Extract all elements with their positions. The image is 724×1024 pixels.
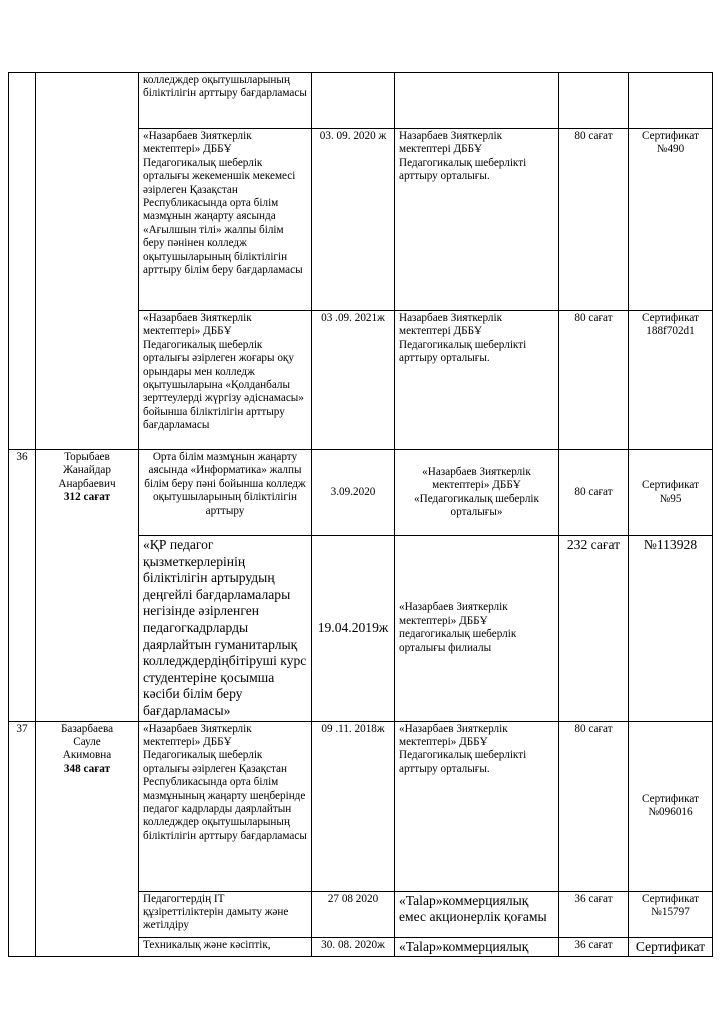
date-cell: 19.04.2019ж <box>312 536 395 722</box>
certificate-cell: Сертификат №490 <box>629 129 713 311</box>
courses-table <box>8 72 713 957</box>
row-number-cell: 36 <box>9 450 36 722</box>
program-cell: Техникалық және кәсіптік, <box>139 937 312 957</box>
organization-cell: Назарбаев Зияткерлік мектептері ДББҰ Педагогикалық шеберлікті арттыру орталығы. <box>395 311 559 450</box>
teacher-patronymic: Акимовна <box>62 749 112 762</box>
hours-cell: 36 сағат <box>559 891 629 937</box>
organization-cell: Назарбаев Зияткерлік мектептері ДББҰ Педагогикалық шеберлікті арттыру орталығы. <box>395 129 559 311</box>
row-number-cell: 37 <box>9 721 36 957</box>
organization-cell: «Назарбаев Зияткерлік мектептері» ДББҰ «Педагогикалық шеберлік орталығы» <box>395 450 559 536</box>
table-row <box>9 450 713 536</box>
certificate-cell <box>629 73 713 129</box>
hours-cell: 80 сағат <box>559 721 629 891</box>
certificate-cell: Сертификат №096016 <box>629 721 713 891</box>
hours-cell: 80 сағат <box>559 311 629 450</box>
hours-cell: 232 сағат <box>559 536 629 722</box>
organization-cell: «Talap»коммерциялық <box>395 937 559 957</box>
teacher-total-hours: 312 сағат <box>63 491 111 504</box>
certificate-cell: Сертификат <box>629 937 713 957</box>
teacher-surname: Базарбаева <box>60 722 114 735</box>
date-cell: 30. 08. 2020ж <box>312 937 395 957</box>
date-cell: 27 08 2020 <box>312 891 395 937</box>
program-cell: Орта білім мазмұнын жаңарту аясында «Информатика» жалпы білім беру пәні бойынша колледж оқытушыларының біліктілігін арттыру <box>139 450 312 536</box>
organization-cell: «Talap»коммерциялық емес акционерлік қоғамы <box>395 891 559 937</box>
teacher-patronymic: Анарбаевич <box>58 477 116 490</box>
date-cell: 03. 09. 2020 ж <box>312 129 395 311</box>
teacher-surname: Торыбаев <box>64 451 110 463</box>
teacher-first-name: Сауле <box>73 735 101 748</box>
program-cell: «Назарбаев Зияткерлік мектептері» ДББҰ Педагогикалық шеберлік орталығы жекеменшік мекемесі әзірлеген Қазақстан Республикасында орта білім мазмұнын жаңарту аясында «Ағылшын тілі» жалпы білім беру пәнінен колледж оқытушыларының біліктілігін арттыру білім беру бағдарламасы <box>139 129 312 311</box>
date-cell: 03 .09. 2021ж <box>312 311 395 450</box>
date-cell <box>312 73 395 129</box>
certificate-cell: Сертификат №95 <box>629 450 713 536</box>
certificate-cell: №113928 <box>629 536 713 722</box>
hours-cell: 36 сағат <box>559 937 629 957</box>
hours-cell <box>559 73 629 129</box>
row-number-cell <box>9 73 36 450</box>
date-cell: 09 .11. 2018ж <box>312 721 395 891</box>
hours-cell: 80 сағат <box>559 450 629 536</box>
program-cell: «Назарбаев Зияткерлік мектептері» ДББҰ Педагогикалық шеберлік орталығы әзірлеген жоғары оқу орындары мен колледж оқытушыларына «Қолданбалы зерттеулерді жүргізу әдіснамасы» бойынша біліктілігін арттыру бағдарламасы <box>139 311 312 450</box>
program-cell: Педагогтердің IT құзіреттіліктерін дамыту және жетілдіру <box>139 891 312 937</box>
certificate-cell: Сертификат №15797 <box>629 891 713 937</box>
teacher-total-hours: 348 сағат <box>63 762 111 775</box>
teacher-name-cell <box>36 450 139 722</box>
organization-cell <box>395 73 559 129</box>
hours-cell: 80 сағат <box>559 129 629 311</box>
teacher-name-cell <box>36 721 139 957</box>
program-cell: колледждер оқытушыларының біліктілігін арттыру бағдарламасы <box>139 73 312 129</box>
certificate-cell: Сертификат 188f702d1 <box>629 311 713 450</box>
table-row <box>9 73 713 129</box>
teacher-first-name: Жанайдар <box>63 464 111 477</box>
date-cell: 3.09.2020 <box>312 450 395 536</box>
program-cell: «Назарбаев Зияткерлік мектептері» ДББҰ Педагогикалық шеберлік орталығы әзірлеген Қазақстан Республикасында орта білім мазмұнының жаңарту шеңберінде педагог кадрларды даярлайтын колледждер оқытушыларының біліктілігін арттыру бағдарламасы <box>139 721 312 891</box>
table-row <box>9 721 713 891</box>
organization-cell: «Назарбаев Зияткерлік мектептері» ДББҰ педагогикалық шеберлік орталығы филиалы <box>395 536 559 722</box>
organization-cell: «Назарбаев Зияткерлік мектептері» ДББҰ Педагогикалық шеберлікті арттыру орталығы. <box>395 721 559 891</box>
program-cell: «ҚР педагог қызметкерлерінің біліктілігін артырудың деңгейлі бағдарламалары негізінде әзірленген педагогкадрларды даярлайтын гуманитарлық колледждердіңбітіруші курс студентеріне қосымша кәсіби білім беру бағдарламасы» <box>139 536 312 722</box>
teacher-name-cell <box>36 73 139 450</box>
